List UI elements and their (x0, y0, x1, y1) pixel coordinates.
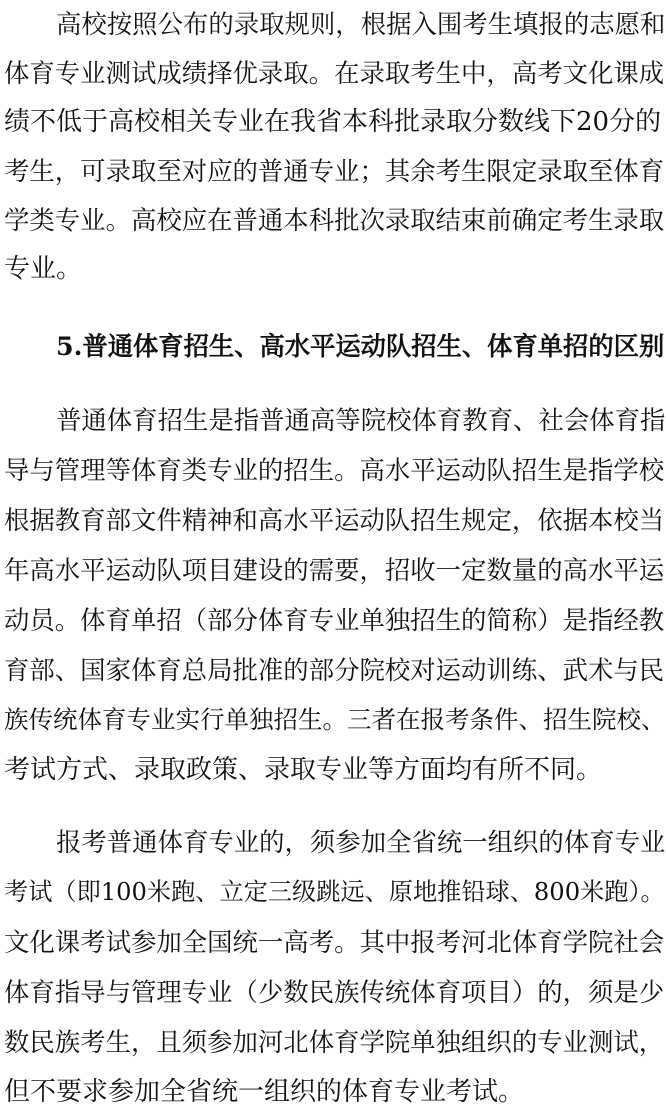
text-line: 但不要求参加全省统一组织的体育专业考试。 (4, 1077, 525, 1107)
text-line: 数民族考生，且须参加河北体育学院单独组织的专业测试， (4, 1027, 665, 1057)
text-line: 体育专业测试成绩择优录取。在录取考生中，高考文化课成 (4, 58, 665, 88)
text-line: 年高水平运动队项目建设的需要，招收一定数量的高水平运 (4, 555, 665, 585)
text-line: 学类专业。高校应在普通本科批次录取结束前确定考生录取 (4, 205, 665, 235)
text-line: 文化课考试参加全国统一高考。其中报考河北体育学院社会 (4, 927, 665, 957)
text-line: 考生，可录取至对应的普通专业；其余考生限定录取至体育 (4, 156, 665, 186)
text-line: 普通体育招生是指普通高等院校体育教育、社会体育指 (56, 405, 666, 435)
text-line: 考试方式、录取政策、录取专业等方面均有所不同。 (4, 755, 603, 785)
text-line: 族传统体育专业实行单独招生。三者在报考条件、招生院校、 (4, 705, 666, 734)
text-line: 绩不低于高校相关专业在我省本科批录取分数线下20分的 (4, 107, 662, 137)
text-line: 考试（即100米跑、立定三级跳远、原地推铅球、800米跑）。 (4, 878, 665, 906)
text-line: 体育指导与管理专业（少数民族传统体育项目）的，须是少 (4, 977, 665, 1007)
text-line: 根据教育部文件精神和高水平运动队招生规定，依据本校当 (4, 505, 665, 535)
text-line: 动员。体育单招（部分体育专业单独招生的简称）是指经教 (4, 605, 665, 635)
text-line: 导与管理等体育类专业的招生。高水平运动队招生是指学校 (4, 455, 665, 485)
text-line: 高校按照公布的录取规则，根据入围考生填报的志愿和 (56, 9, 666, 39)
text-line: 育部、国家体育总局批准的部分院校对运动训练、武术与民 (4, 655, 665, 685)
section-heading: 5.普通体育招生、高水平运动队招生、体育单招的区别 (56, 331, 665, 361)
text-line: 报考普通体育专业的，须参加全省统一组织的体育专业 (56, 827, 666, 857)
text-line: 专业。 (4, 254, 83, 284)
